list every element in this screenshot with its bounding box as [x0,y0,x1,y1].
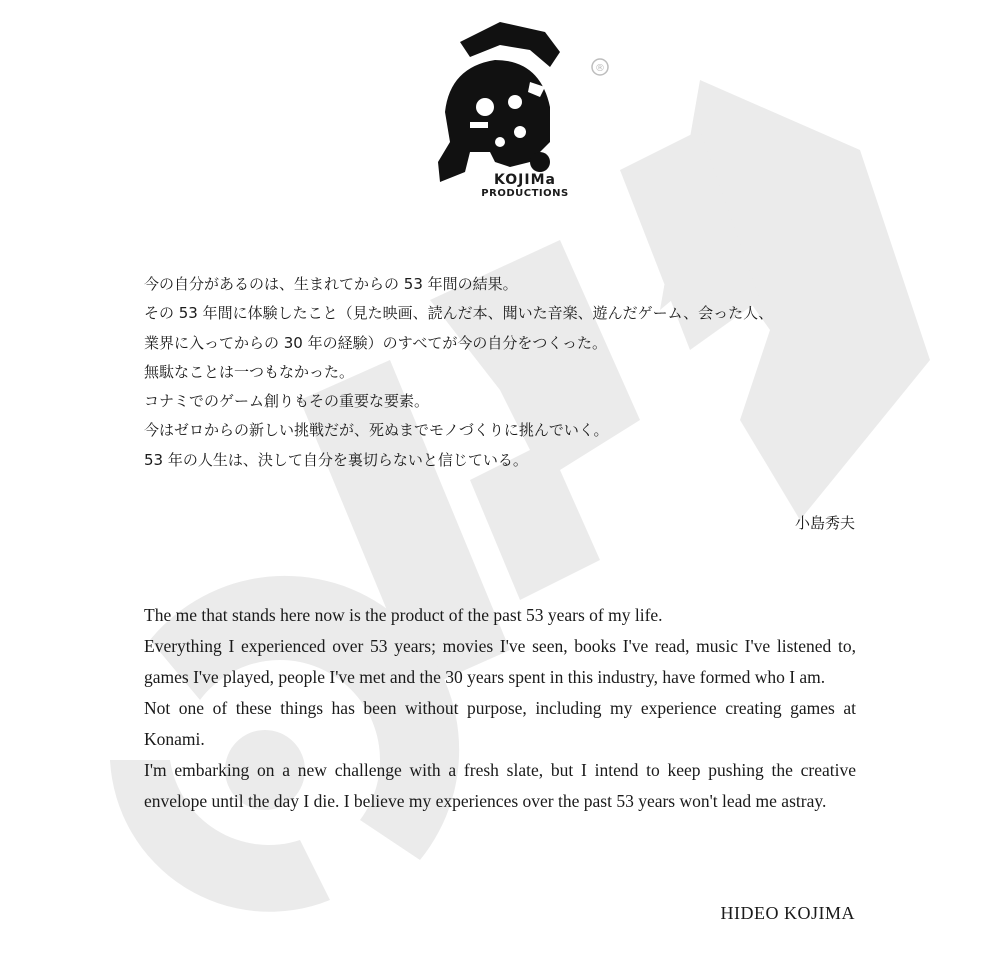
english-paragraph: I'm embarking on a new challenge with a fresh slate, but I intend to keep pushing the creative envelope until the day I die. I believe my experiences over the past 53 years won't lead me astray. [144,760,856,811]
japanese-line: 今はゼロからの新しい挑戦だが、死ぬまでモノづくりに挑んでいく。 [144,421,609,440]
japanese-line: 業界に入ってからの 30 年の経験）のすべてが今の自分をつくった。 [144,333,608,352]
english-message [144,600,856,817]
japanese-signature: 小島秀夫 [794,514,855,532]
logo-subtitle: PRODUCTIONS [481,188,569,199]
japanese-line: 今の自分があるのは、生まれてからの 53 年間の結果。 [144,275,518,293]
logo-wordmark: KOJIMa [494,172,556,188]
english-paragraph: Everything I experienced over 53 years; movies I've seen, books I've read, music I've listened to, games I've played, people I've met and the 30 years spent in this industry, have formed who I am. [144,636,856,687]
english-paragraph: Not one of these things has been without purpose, including my experience creating games at Konami. [144,698,856,749]
english-paragraph: The me that stands here now is the product of the past 53 years of my life. [144,605,663,625]
registered-mark: ® [595,63,605,74]
japanese-line: 無駄なことは一つもなかった。 [144,362,355,381]
japanese-message [144,270,874,475]
japanese-line: その 53 年間に体験したこと（見た映画、読んだ本、聞いた音楽、遊んだゲーム、会った人、 [144,304,774,323]
japanese-line: コナミでのゲーム創りもその重要な要素。 [144,392,430,411]
english-signature: HIDEO KOJIMA [720,903,855,923]
japanese-line: 53 年の人生は、決して自分を裏切らないと信じている。 [144,450,528,469]
